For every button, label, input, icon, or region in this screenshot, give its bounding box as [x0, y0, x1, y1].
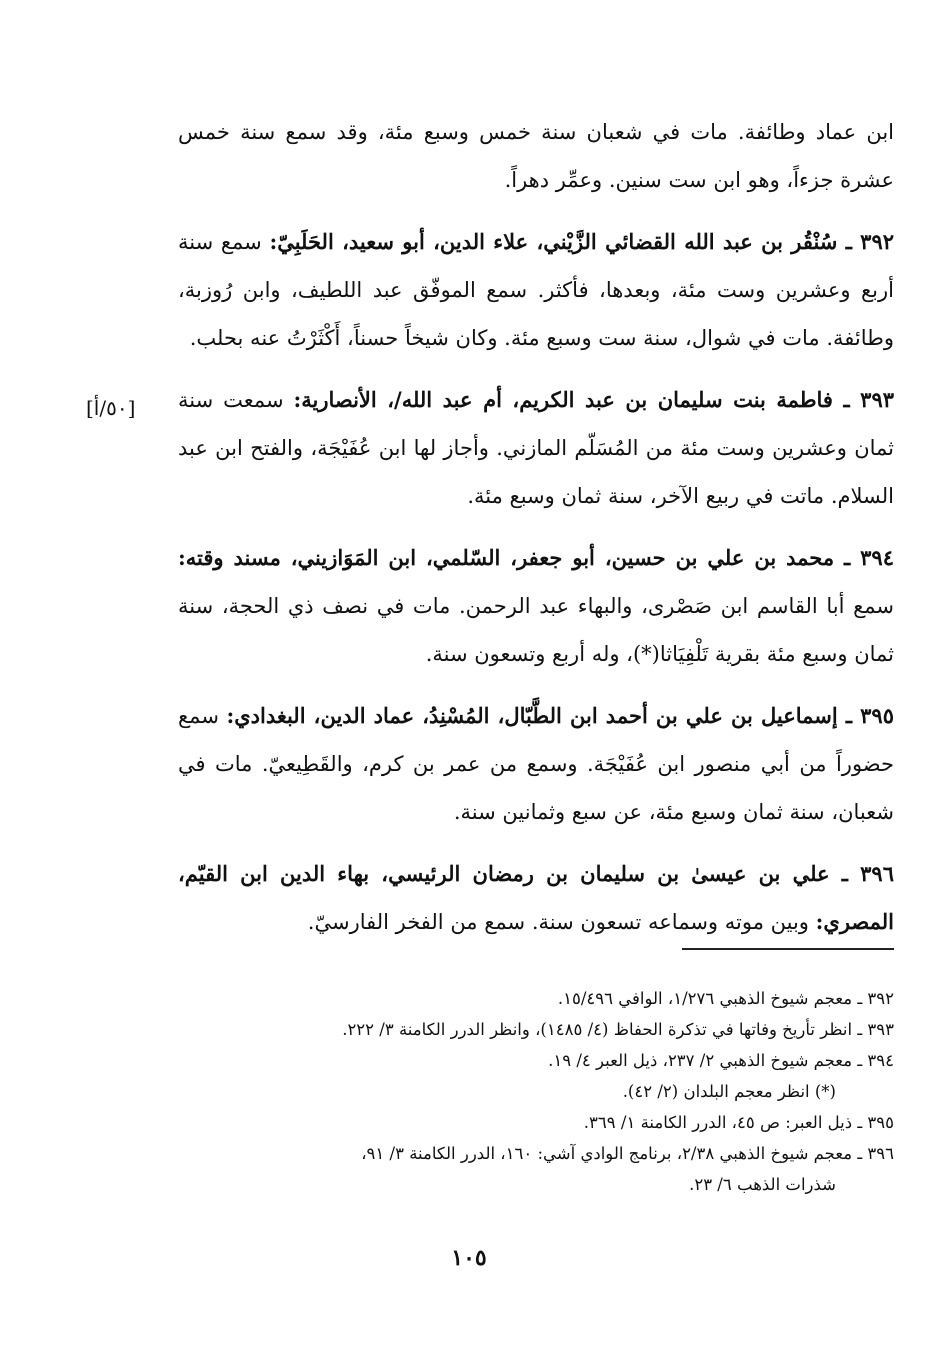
entry-395-body: سمع حضوراً من أبي منصور ابن عُفَيْجَة. وسمع من عمر بن كرم، والقَطِيعيّ. مات في شعبان، سنة ثمان وسبع مئة، عن سبع وثمانين سنة. [178, 704, 894, 824]
footnote-396: ٣٩٦ ـ معجم شيوخ الذهبي ٢/٣٨، برنامج الوادي آشي: ١٦٠، الدرر الكامنة ٣/ ٩١، [361, 1144, 894, 1163]
entry-392 [178, 218, 894, 362]
footnote-392: ٣٩٢ ـ معجم شيوخ الذهبي ١/٢٧٦، الوافي ١٥/٤٩٦. [557, 989, 894, 1008]
entry-392-body: سمع سنة أربع وعشرين وست مئة، وبعدها، فأكثر. سمع الموفّق عبد اللطيف، وابن رُوزبة، وطائفة. مات في شوال، سنة ست وسبع مئة. وكان شيخاً حسناً، أَكْثَرْتُ عنه بحلب. [178, 230, 894, 350]
footnote-393: ٣٩٣ ـ انظر تأريخ وفاتها في تذكرة الحفاظ (٤/ ١٤٨٥)، وانظر الدرر الكامنة ٣/ ٢٢٢. [342, 1020, 894, 1039]
manuscript-folio-note: [٥٠/أ] [86, 396, 136, 420]
main-text [178, 108, 894, 960]
entry-396 [178, 850, 894, 946]
footnote-394: ٣٩٤ ـ معجم شيوخ الذهبي ٢/ ٢٣٧، ذيل العبر ٤/ ١٩. [548, 1051, 894, 1070]
entry-393-heading: ٣٩٣ ـ فاطمة بنت سليمان بن عبد الكريم، أم عبد الله/، الأنصارية: [293, 387, 895, 412]
entry-392-heading: ٣٩٢ ـ سُنْقُر بن عبد الله القضائي الزَّيْني، علاء الدين، أبو سعيد، الحَلَبِيّ: [269, 229, 895, 254]
page-number: ١٠٥ [451, 1245, 487, 1271]
entry-395-heading: ٣٩٥ ـ إسماعيل بن علي بن أحمد ابن الطَّبّال، المُسْنِدُ، عماد الدين، البغدادي: [226, 703, 894, 728]
footnotes [178, 983, 894, 1200]
entry-394 [178, 534, 894, 678]
footnote-divider [682, 948, 894, 950]
entry-393-body: سمعت سنة ثمان وعشرين وست مئة من المُسَلّم المازني. وأجاز لها ابن عُفَيْجَة، والفتح ابن عبد السلام. ماتت في ربيع الآخر، سنة ثمان وسبع مئة. [178, 388, 894, 508]
entry-396-body: وبين موته وسماعه تسعون سنة. سمع من الفخر الفارسيّ. [307, 910, 809, 934]
footnote-star: (*) انظر معجم البلدان (٢/ ٤٢). [622, 1082, 836, 1101]
entry-394-body: سمع أبا القاسم ابن صَصْرى، والبهاء عبد الرحمن. مات في نصف ذي الحجة، سنة ثمان وسبع مئة بقرية تَلْفِيَاثا(*)، وله أربع وتسعون سنة. [178, 594, 894, 666]
entry-396-heading: ٣٩٦ ـ علي بن عيسىٰ بن سليمان بن رمضان الرئيسي، بهاء الدين ابن القيّم، المصري: [178, 861, 894, 934]
entry-393 [178, 376, 894, 520]
footnote-396-continued: شذرات الذهب ٦/ ٢٣. [689, 1175, 836, 1194]
footnote-395: ٣٩٥ ـ ذيل العبر: ص ٤٥، الدرر الكامنة ١/ ٣٦٩. [583, 1113, 894, 1132]
entry-394-heading: ٣٩٤ ـ محمد بن علي بن حسين، أبو جعفر، السّلمي، ابن المَوَازيني، مسند وقته: [178, 545, 894, 570]
continuation-paragraph: ابن عماد وطائفة. مات في شعبان سنة خمس وسبع مئة، وقد سمع سنة خمس عشرة جزءاً، وهو ابن ست سنين. وعمِّر دهراً. [178, 120, 894, 192]
entry-395 [178, 692, 894, 836]
